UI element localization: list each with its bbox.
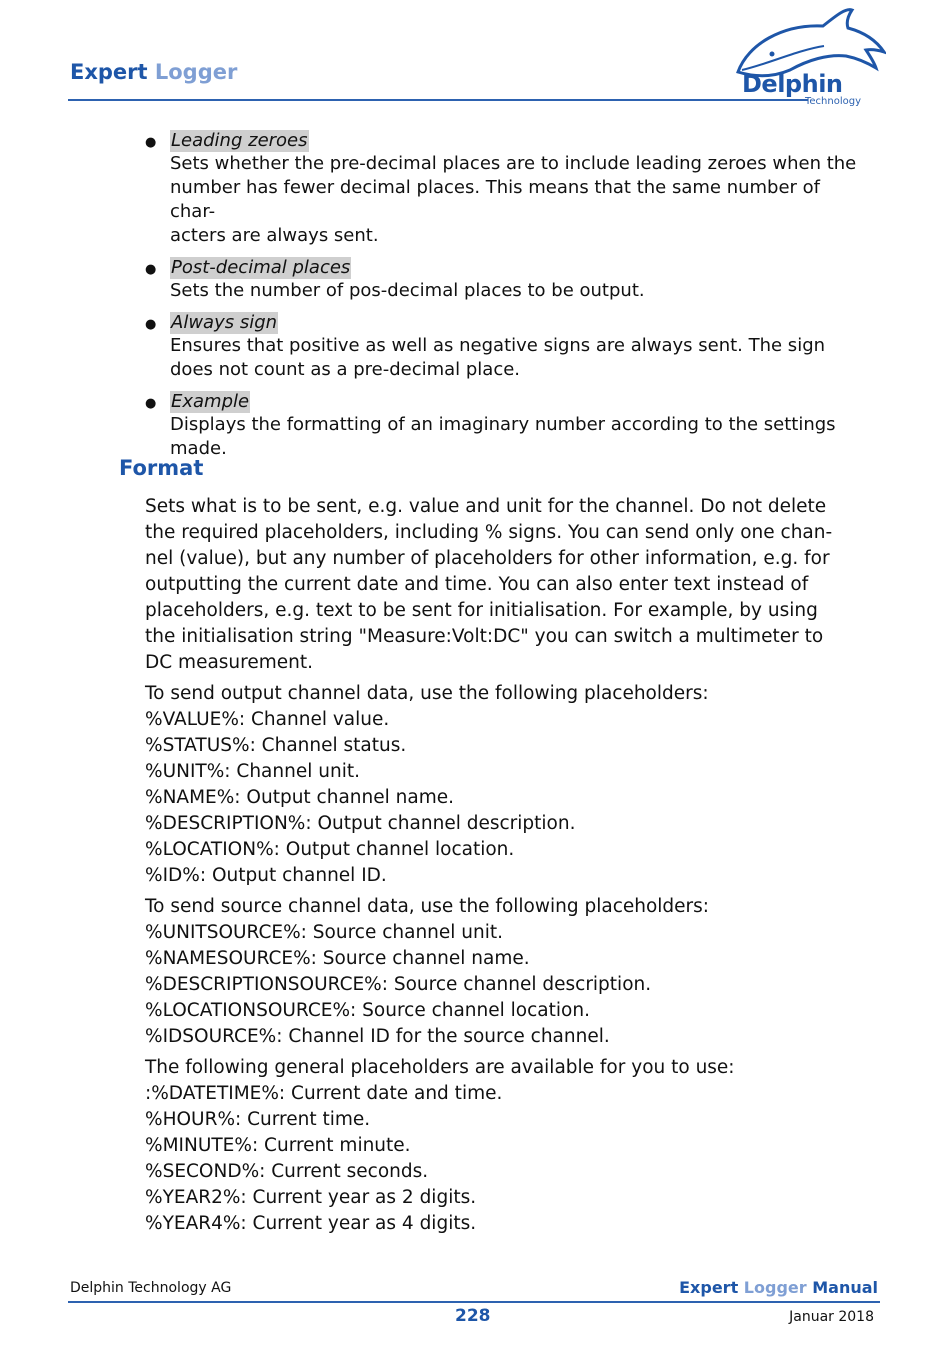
bullet-dot-icon: ●: [145, 317, 157, 332]
bullet-dot-icon: ●: [145, 396, 157, 411]
placeholder-line: %NAMESOURCE%: Source channel name.: [145, 948, 530, 969]
text-line: Sets what is to be sent, e.g. value and unit for the channel. Do not delete: [145, 496, 827, 517]
placeholder-line: :%DATETIME%: Current date and time.: [145, 1083, 503, 1104]
text-line: Sets the number of pos-decimal places to be output.: [170, 280, 645, 301]
text-line: the required placeholders, including % signs. You can send only one chan-: [145, 522, 833, 543]
bullet-dot-icon: ●: [145, 135, 157, 150]
text-line: The following general placeholders are available for you to use:: [145, 1057, 735, 1078]
format-section-body: [145, 494, 865, 1242]
bullet-item: [145, 312, 865, 382]
text-line: Displays the formatting of an imaginary number according to the settings: [170, 414, 836, 435]
paragraph-output-placeholders: [145, 681, 865, 889]
header-title: [70, 60, 237, 84]
text-line: acters are always sent.: [170, 225, 379, 246]
placeholder-line: %DESCRIPTION%: Output channel description.: [145, 813, 576, 834]
bullet-term: Always sign: [171, 312, 278, 333]
header-divider: [68, 99, 808, 101]
page-number: 228: [455, 1306, 491, 1326]
placeholder-line: %IDSOURCE%: Channel ID for the source channel.: [145, 1026, 610, 1047]
footer-divider: [68, 1301, 880, 1303]
footer-date: Januar 2018: [789, 1309, 874, 1325]
placeholder-line: %HOUR%: Current time.: [145, 1109, 371, 1130]
bullet-description: [170, 152, 865, 248]
footer-manual-title: [679, 1278, 878, 1297]
placeholder-line: %VALUE%: Channel value.: [145, 709, 390, 730]
text-line: DC measurement.: [145, 652, 313, 673]
logo-subtitle: Technology: [805, 96, 862, 107]
bullet-term: Post-decimal places: [171, 257, 351, 278]
bullet-item: [145, 257, 865, 303]
text-line: Sets whether the pre-decimal places are to include leading zeroes when the: [170, 153, 857, 174]
placeholder-line: %STATUS%: Channel status.: [145, 735, 407, 756]
bullet-description: [170, 334, 865, 382]
text-line: nel (value), but any number of placeholders for other information, e.g. for: [145, 548, 830, 569]
placeholder-line: %UNIT%: Channel unit.: [145, 761, 360, 782]
text-line: outputting the current date and time. You can also enter text instead of: [145, 574, 809, 595]
placeholder-line: %SECOND%: Current seconds.: [145, 1161, 429, 1182]
paragraph-intro: [145, 494, 865, 676]
text-line: Ensures that positive as well as negative signs are always sent. The sign: [170, 335, 826, 356]
bullet-item: [145, 130, 865, 248]
text-line: made.: [170, 438, 227, 459]
bullet-term: Leading zeroes: [171, 130, 308, 151]
bullet-dot-icon: ●: [145, 262, 157, 277]
text-line: To send output channel data, use the following placeholders:: [145, 683, 709, 704]
header-title-word-expert: Expert: [70, 60, 148, 84]
text-line: number has fewer decimal places. This means that the same number of char-: [170, 177, 821, 222]
placeholder-line: %NAME%: Output channel name.: [145, 787, 454, 808]
footer-company: Delphin Technology AG: [70, 1280, 232, 1296]
bullet-description: [170, 279, 865, 303]
placeholder-line: %ID%: Output channel ID.: [145, 865, 387, 886]
text-line: placeholders, e.g. text to be sent for initialisation. For example, by using: [145, 600, 818, 621]
footer-manual-word-manual: Manual: [812, 1278, 878, 1297]
placeholder-line: %MINUTE%: Current minute.: [145, 1135, 411, 1156]
placeholder-line: %YEAR2%: Current year as 2 digits.: [145, 1187, 477, 1208]
paragraph-source-placeholders: [145, 894, 865, 1050]
placeholder-line: %YEAR4%: Current year as 4 digits.: [145, 1213, 477, 1234]
logo-wordmark: Delphin: [742, 70, 843, 98]
header-title-word-logger: Logger: [154, 60, 238, 84]
text-line: the initialisation string "Measure:Volt:DC" you can switch a multimeter to: [145, 626, 824, 647]
bullet-description: [170, 413, 865, 461]
bullet-term: Example: [171, 391, 250, 412]
placeholder-line: %UNITSOURCE%: Source channel unit.: [145, 922, 504, 943]
placeholder-line: %LOCATIONSOURCE%: Source channel location.: [145, 1000, 590, 1021]
section-heading-format: Format: [119, 456, 204, 480]
text-line: To send source channel data, use the following placeholders:: [145, 896, 710, 917]
footer-manual-word-expert: Expert: [679, 1278, 739, 1297]
footer-manual-word-logger: Logger: [743, 1278, 807, 1297]
bullet-item: [145, 391, 865, 461]
placeholder-line: %DESCRIPTIONSOURCE%: Source channel description.: [145, 974, 652, 995]
text-line: does not count as a pre-decimal place.: [170, 359, 521, 380]
settings-bullet-list: [145, 130, 865, 470]
placeholder-line: %LOCATION%: Output channel location.: [145, 839, 515, 860]
paragraph-general-placeholders: [145, 1055, 865, 1237]
